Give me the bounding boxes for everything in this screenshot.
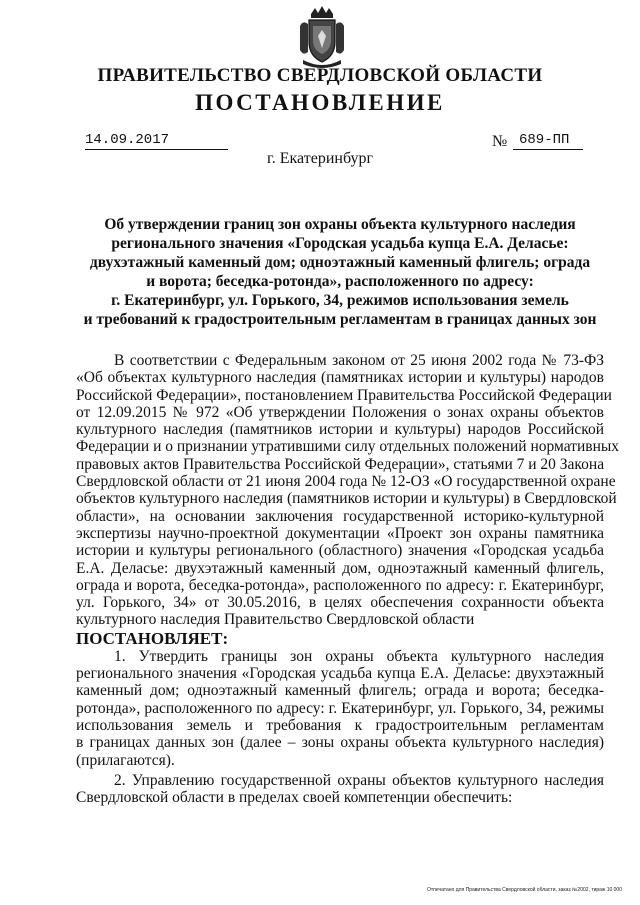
document-date: 14.09.2017 [85, 132, 170, 148]
coat-of-arms-emblem [297, 4, 347, 68]
text-line: Свердловской области в пределах своей компетенции обеспечить: [76, 789, 513, 807]
text-line: В соответствии с Федеральным законом от 25 июня 2002 года № 73-ФЗ [114, 352, 604, 369]
text-line: ул. Горького, 34» от 30.05.2016, в целях обеспечения сохранности объекта [76, 594, 604, 612]
text-line: ротонда», расположенного по адресу: г. Екатеринбург, ул. Горького, 34, режимы [76, 699, 604, 717]
title-line: регионального значения «Городская усадьба купца Е.А. Деласье: [111, 235, 569, 252]
text-line: использования земель и требования к градостроительным регламентам [76, 716, 604, 734]
text-line: объектов культурного наследия (памятников истории и культуры) в Свердловской [76, 490, 617, 508]
document-title [80, 215, 600, 329]
print-footer-note: Отпечатано для Правительства Свердловской области, заказ №2002, тираж 10 000 [426, 887, 622, 893]
government-title: ПРАВИТЕЛЬСТВО СВЕРДЛОВСКОЙ ОБЛАСТИ [97, 65, 543, 86]
city-name: г. Екатеринбург [266, 150, 374, 167]
text-line: 2. Управлению государственной охраны объектов культурного наследия [114, 771, 604, 789]
text-line: (прилагаются). [76, 751, 175, 769]
text-line: экспертизы научно-проектной документации «Проект зон охраны памятника [76, 524, 604, 542]
text-line: от 12.09.2015 № 972 «Об утверждении Положения о зонах охраны объектов [76, 403, 604, 421]
item-2-paragraph [76, 772, 604, 807]
document-number: 689-ПП [519, 132, 570, 148]
title-line: и ворота; беседка-ротонда», расположенного по адресу: [146, 273, 534, 290]
text-line: области», на основании заключения государственной историко-культурной [76, 507, 604, 525]
title-line: двухэтажный каменный дом; одноэтажный каменный флигель; ограда [89, 254, 591, 271]
text-line: правовых актов Правительства Российской Федерации», статьями 7 и 20 Закона [76, 455, 605, 473]
text-line: Федерации и о признании утратившими силу отдельных положений нормативных [76, 438, 620, 456]
text-line: каменный дом; одноэтажный каменный флигель; ограда и ворота; беседка- [76, 682, 604, 700]
number-field [513, 133, 583, 150]
document-type: ПОСТАНОВЛЕНИЕ [195, 90, 445, 115]
preamble-paragraph [76, 352, 620, 629]
date-field [85, 133, 228, 150]
text-line: истории и культуры регионального (областного) значения «Городская усадьба [76, 542, 604, 560]
text-line: Российской Федерации», постановлением Правительства Российской Федерации [76, 386, 612, 404]
item-1-paragraph [76, 648, 604, 769]
text-line: регионального значения «Городская усадьба купца Е.А. Деласье: двухэтажный [76, 665, 604, 683]
text-line: «Об объектах культурного наследия (памятниках истории и культуры) народов [76, 369, 604, 387]
text-line: культурного наследия Правительство Свердловской области [76, 611, 475, 629]
title-line: и требований к градостроительным регламентам в границах данных зон [83, 311, 597, 328]
text-line: ограда и ворота, беседка-ротонда», расположенного по адресу: г. Екатеринбург, [76, 576, 604, 594]
text-line: Е.А. Деласье: двухэтажный каменный дом, одноэтажный каменный флигель, [76, 559, 604, 577]
title-line: г. Екатеринбург, ул. Горького, 34, режимов использования земель [111, 292, 569, 309]
document-body [76, 352, 620, 807]
text-line: в границах данных зон (далее – зоны охраны объекта культурного наследия) [76, 734, 604, 752]
decree-word: ПОСТАНОВЛЯЕТ: [76, 628, 229, 648]
number-sign: № [492, 133, 508, 150]
text-line: культурного наследия (памятников истории и культуры) народов Российской [76, 421, 604, 439]
text-line: 1. Утвердить границы зон охраны объекта культурного наследия [114, 647, 604, 665]
title-line: Об утверждении границ зон охраны объекта культурного наследия [104, 216, 576, 233]
text-line: Свердловской области от 21 июня 2004 года № 12-ОЗ «О государственной охране [76, 473, 616, 491]
